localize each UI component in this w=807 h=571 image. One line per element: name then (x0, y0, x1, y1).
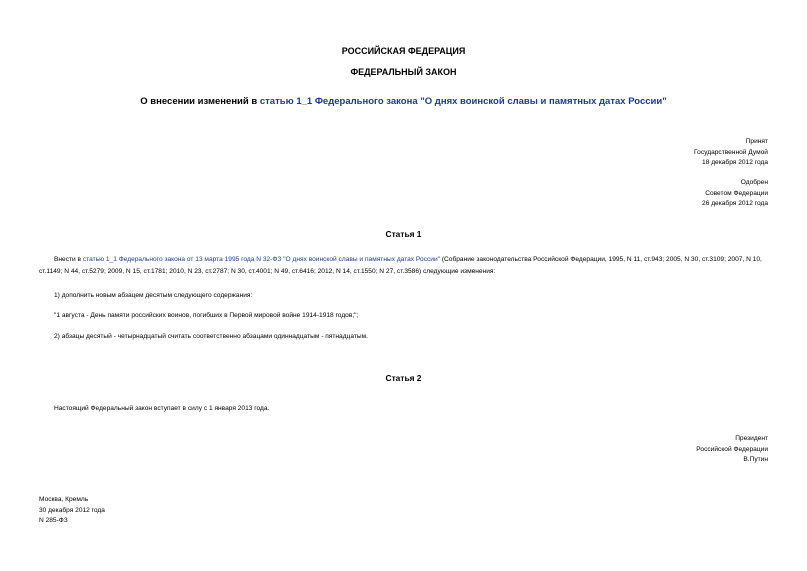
article-2-text: Настоящий Федеральный закон вступает в силу с 1 января 2013 года. (54, 405, 270, 412)
signature-country: Российской Федерации (696, 445, 768, 453)
intro-prefix: Внести в (54, 256, 83, 263)
signature-title: Президент (735, 435, 768, 442)
article-1-intro (39, 254, 770, 277)
law-type-heading: ФЕДЕРАЛЬНЫЙ ЗАКОН (350, 67, 457, 77)
article-1-item-1-text: "1 августа - День памяти российских воинов, погибших в Первой мировой войне 1914-1918 годов;"; (54, 312, 359, 319)
intro-link-law[interactable]: статью 1_1 Федерального закона от 13 марта 1995 года N 32-ФЗ (82, 256, 282, 263)
law-title-link[interactable]: статью 1_1 Федерального закона "О днях воинской славы и памятных датах России" (259, 96, 667, 107)
signature-block (696, 434, 768, 466)
approved-block (702, 178, 768, 210)
article-2-heading: Статья 2 (385, 373, 422, 383)
intro-link-title[interactable]: "О днях воинской славы и памятных датах России" (283, 256, 441, 263)
intro-suffix: (Собрание законодательства Российской Федерации, 1995, N 11, ст.943; 2005, N 30, ст.3109; 2007, N 10, ст.1149; N 44, ст.5279; 2009, N 15, ст.1781; 2010, N 23, ст.2787; N 30, ст.4001; N 49, ст.6416; 2012, N 14, ст.1550; N 27, ст.3586) следующие изменения: (39, 256, 762, 275)
article-1-item-1: 1) дополнить новым абзацем десятым следующего содержания: (54, 292, 253, 299)
law-title-prefix: О внесении изменений в (140, 96, 260, 107)
approved-by: Советом Федерации (705, 189, 768, 197)
approved-label: Одобрен (740, 179, 768, 186)
footer-date: 30 декабря 2012 года (39, 506, 105, 514)
footer-place: Москва, Кремль (39, 496, 89, 503)
approved-date: 26 декабря 2012 года (702, 200, 768, 207)
footer-block (39, 495, 105, 527)
adopted-label: Принят (745, 138, 768, 145)
law-title (0, 96, 807, 107)
adopted-block (694, 137, 768, 169)
article-1-heading: Статья 1 (385, 229, 422, 239)
signature-name: В.Путин (743, 456, 768, 463)
country-heading: РОССИЙСКАЯ ФЕДЕРАЦИЯ (341, 46, 466, 56)
adopted-by: Государственной Думой (694, 148, 768, 156)
footer-number: N 285-ФЗ (39, 517, 68, 524)
article-1-item-2: 2) абзацы десятый - четырнадцатый считать соответственно абзацами одиннадцатым - пятнадцатым. (54, 333, 368, 340)
adopted-date: 18 декабря 2012 года (702, 159, 768, 166)
